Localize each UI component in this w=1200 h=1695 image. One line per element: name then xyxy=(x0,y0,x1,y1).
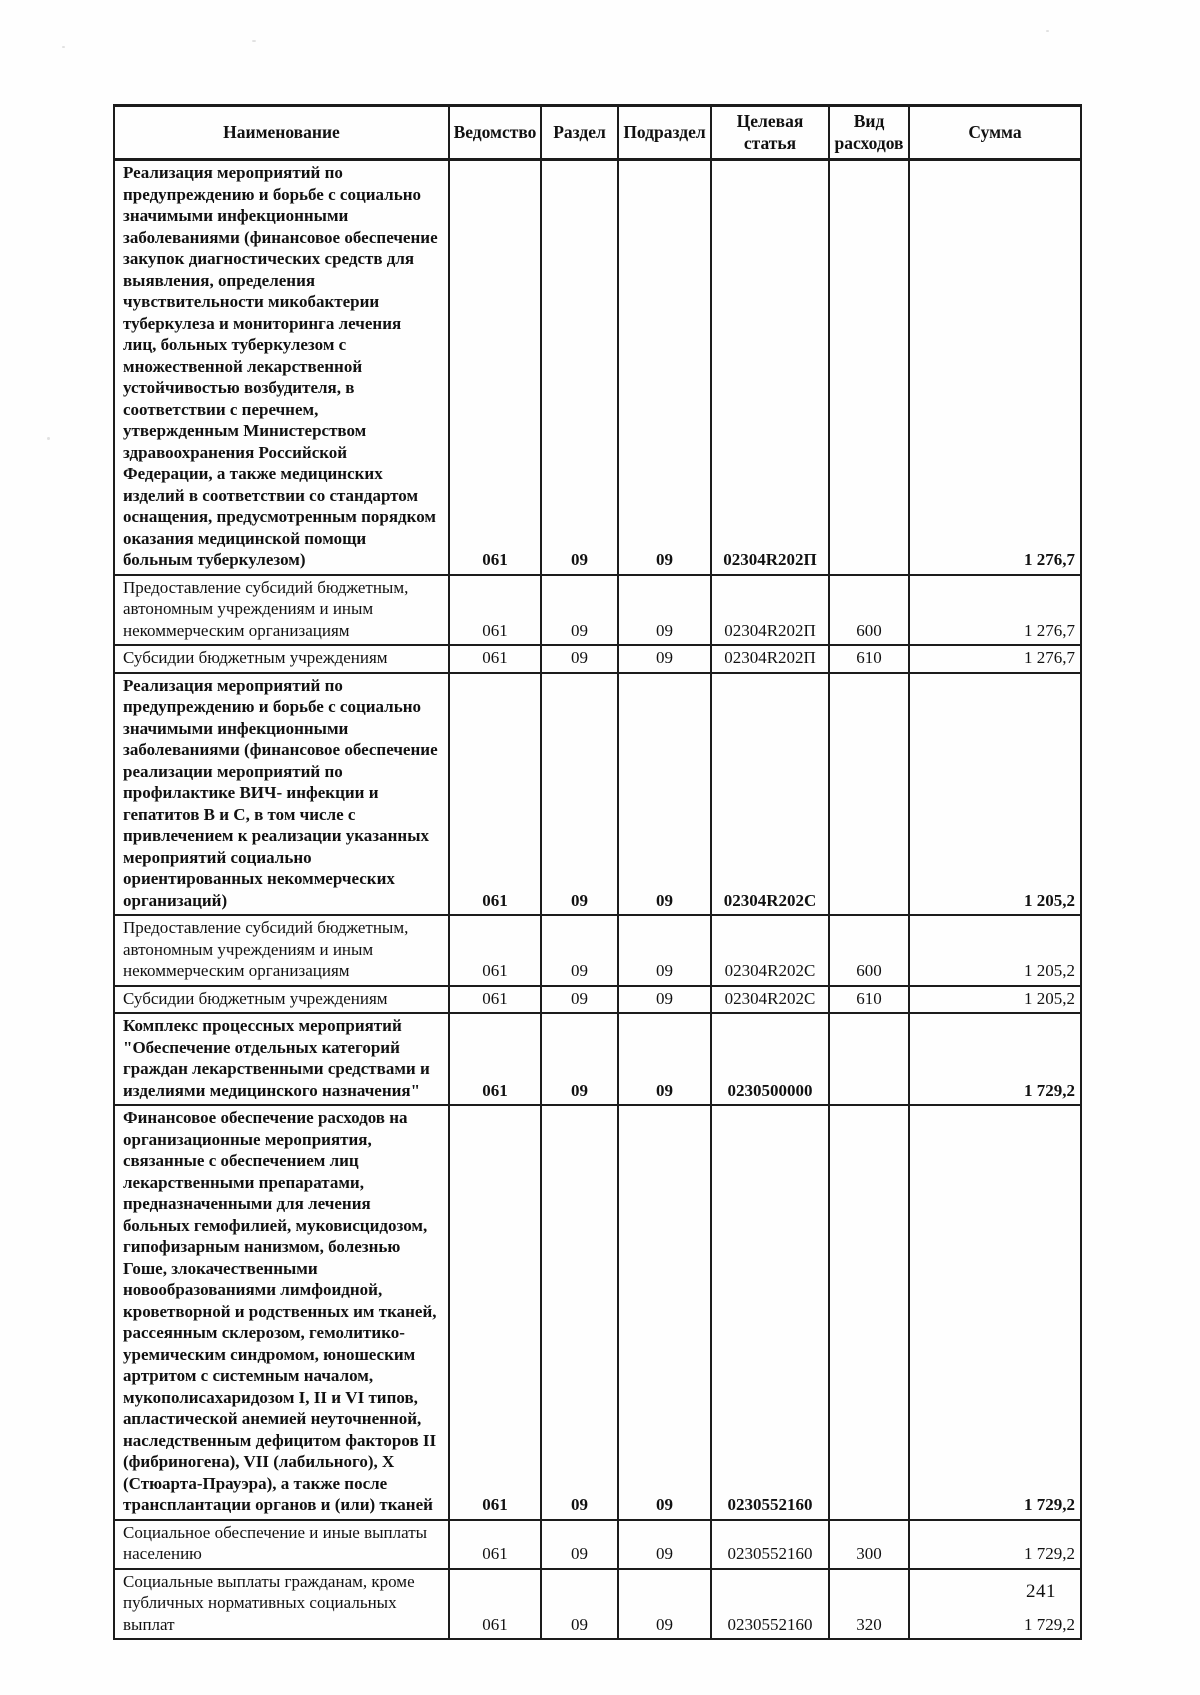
table-row xyxy=(114,1105,1081,1520)
razdel-cell: 09 xyxy=(541,1013,618,1105)
name-cell: Предоставление субсидий бюджетным, автономным учреждениям и иным некоммерческим организациям xyxy=(114,575,449,646)
sum-cell: 1 205,2 xyxy=(909,673,1081,916)
razdel-cell: 09 xyxy=(541,915,618,986)
header-sum: Сумма xyxy=(909,106,1081,160)
budget-table xyxy=(113,104,1082,1640)
table-row xyxy=(114,915,1081,986)
expense-type-cell: 320 xyxy=(829,1569,909,1640)
expense-type-cell xyxy=(829,1105,909,1520)
podrazdel-cell: 09 xyxy=(618,673,711,916)
sum-cell: 1 205,2 xyxy=(909,915,1081,986)
table-header xyxy=(114,106,1081,160)
table-row xyxy=(114,575,1081,646)
sum-cell: 1 205,2 xyxy=(909,986,1081,1014)
target-article-cell: 02304R202C xyxy=(711,915,829,986)
vedomstvo-cell: 061 xyxy=(449,1520,541,1569)
razdel-cell: 09 xyxy=(541,160,618,575)
sum-cell: 1 276,7 xyxy=(909,160,1081,575)
expense-type-cell xyxy=(829,160,909,575)
target-article-cell: 0230552160 xyxy=(711,1105,829,1520)
sum-cell: 1 276,7 xyxy=(909,575,1081,646)
table-row xyxy=(114,1569,1081,1640)
podrazdel-cell: 09 xyxy=(618,986,711,1014)
target-article-cell: 0230552160 xyxy=(711,1520,829,1569)
vedomstvo-cell: 061 xyxy=(449,160,541,575)
table-row xyxy=(114,160,1081,575)
vedomstvo-cell: 061 xyxy=(449,915,541,986)
target-article-cell: 02304R202П xyxy=(711,645,829,673)
name-cell: Субсидии бюджетным учреждениям xyxy=(114,986,449,1014)
target-article-cell: 0230552160 xyxy=(711,1569,829,1640)
name-cell: Предоставление субсидий бюджетным, автономным учреждениям и иным некоммерческим организациям xyxy=(114,915,449,986)
page-number: 241 xyxy=(1026,1581,1056,1602)
scan-artifact xyxy=(1046,30,1049,32)
target-article-cell: 02304R202C xyxy=(711,986,829,1014)
expense-type-cell xyxy=(829,673,909,916)
table-row xyxy=(114,645,1081,673)
header-name: Наименование xyxy=(114,106,449,160)
expense-type-cell: 610 xyxy=(829,986,909,1014)
razdel-cell: 09 xyxy=(541,645,618,673)
header-target-article: Целевая статья xyxy=(711,106,829,160)
target-article-cell: 02304R202П xyxy=(711,575,829,646)
table-row xyxy=(114,673,1081,916)
name-cell: Социальные выплаты гражданам, кроме публичных нормативных социальных выплат xyxy=(114,1569,449,1640)
vedomstvo-cell: 061 xyxy=(449,673,541,916)
name-cell: Реализация мероприятий по предупреждению и борьбе с социально значимыми инфекционными заболеваниями (финансовое обеспечение реализации мероприятий по профилактике ВИЧ- инфекции и гепатитов В и С, в том числе с привлечением к реализации указанных мероприятий социально ориентированных некоммерческих организаций) xyxy=(114,673,449,916)
podrazdel-cell: 09 xyxy=(618,1105,711,1520)
vedomstvo-cell: 061 xyxy=(449,986,541,1014)
table-row xyxy=(114,1520,1081,1569)
target-article-cell: 0230500000 xyxy=(711,1013,829,1105)
podrazdel-cell: 09 xyxy=(618,915,711,986)
name-cell: Реализация мероприятий по предупреждению и борьбе с социально значимыми инфекционными заболеваниями (финансовое обеспечение закупок диагностических средств для выявления, определения чувствительности микобактерии туберкулеза и мониторинга лечения лиц, больных туберкулезом с множественной лекарственной устойчивостью возбудителя, в соответствии с перечнем, утвержденным Министерством здравоохранения Российской Федерации, а также медицинских изделий в соответствии со стандартом оснащения, предусмотренным порядком оказания медицинской помощи больным туберкулезом) xyxy=(114,160,449,575)
razdel-cell: 09 xyxy=(541,1105,618,1520)
expense-type-cell: 300 xyxy=(829,1520,909,1569)
expense-type-cell: 600 xyxy=(829,575,909,646)
table-row xyxy=(114,1013,1081,1105)
podrazdel-cell: 09 xyxy=(618,160,711,575)
target-article-cell: 02304R202C xyxy=(711,673,829,916)
razdel-cell: 09 xyxy=(541,575,618,646)
vedomstvo-cell: 061 xyxy=(449,1013,541,1105)
scan-artifact xyxy=(252,40,256,42)
header-podrazdel: Подраздел xyxy=(618,106,711,160)
name-cell: Комплекс процессных мероприятий "Обеспечение отдельных категорий граждан лекарственными средствами и изделиями медицинского назначения" xyxy=(114,1013,449,1105)
razdel-cell: 09 xyxy=(541,986,618,1014)
podrazdel-cell: 09 xyxy=(618,1569,711,1640)
table-row xyxy=(114,986,1081,1014)
expense-type-cell: 610 xyxy=(829,645,909,673)
podrazdel-cell: 09 xyxy=(618,575,711,646)
header-row xyxy=(114,106,1081,160)
target-article-cell: 02304R202П xyxy=(711,160,829,575)
header-razdel: Раздел xyxy=(541,106,618,160)
podrazdel-cell: 09 xyxy=(618,1013,711,1105)
header-vedomstvo: Ведомство xyxy=(449,106,541,160)
razdel-cell: 09 xyxy=(541,1520,618,1569)
sum-cell: 1 729,2 xyxy=(909,1569,1081,1640)
name-cell: Социальное обеспечение и иные выплаты населению xyxy=(114,1520,449,1569)
podrazdel-cell: 09 xyxy=(618,1520,711,1569)
header-expense-type: Вид расходов xyxy=(829,106,909,160)
scan-artifact xyxy=(62,46,65,48)
sum-cell: 1 729,2 xyxy=(909,1105,1081,1520)
sum-cell: 1 276,7 xyxy=(909,645,1081,673)
vedomstvo-cell: 061 xyxy=(449,575,541,646)
vedomstvo-cell: 061 xyxy=(449,645,541,673)
sum-cell: 1 729,2 xyxy=(909,1520,1081,1569)
vedomstvo-cell: 061 xyxy=(449,1569,541,1640)
scan-artifact xyxy=(47,437,50,440)
razdel-cell: 09 xyxy=(541,673,618,916)
razdel-cell: 09 xyxy=(541,1569,618,1640)
table-body xyxy=(114,160,1081,1640)
sum-cell: 1 729,2 xyxy=(909,1013,1081,1105)
vedomstvo-cell: 061 xyxy=(449,1105,541,1520)
expense-type-cell: 600 xyxy=(829,915,909,986)
expense-type-cell xyxy=(829,1013,909,1105)
name-cell: Финансовое обеспечение расходов на организационные мероприятия, связанные с обеспечением лиц лекарственными препаратами, предназначенными для лечения больных гемофилией, муковисцидозом, гипофизарным нанизмом, болезнью Гоше, злокачественными новообразованиями лимфоидной, кроветворной и родственных им тканей, рассеянным склерозом, гемолитико-уремическим синдромом, юношеским артритом с системным началом, мукополисахаридозом I, II и VI типов, апластической анемией неуточненной, наследственным дефицитом факторов II (фибриногена), VII (лабильного), X (Стюарта-Прауэра), а также после трансплантации органов и (или) тканей xyxy=(114,1105,449,1520)
podrazdel-cell: 09 xyxy=(618,645,711,673)
name-cell: Субсидии бюджетным учреждениям xyxy=(114,645,449,673)
